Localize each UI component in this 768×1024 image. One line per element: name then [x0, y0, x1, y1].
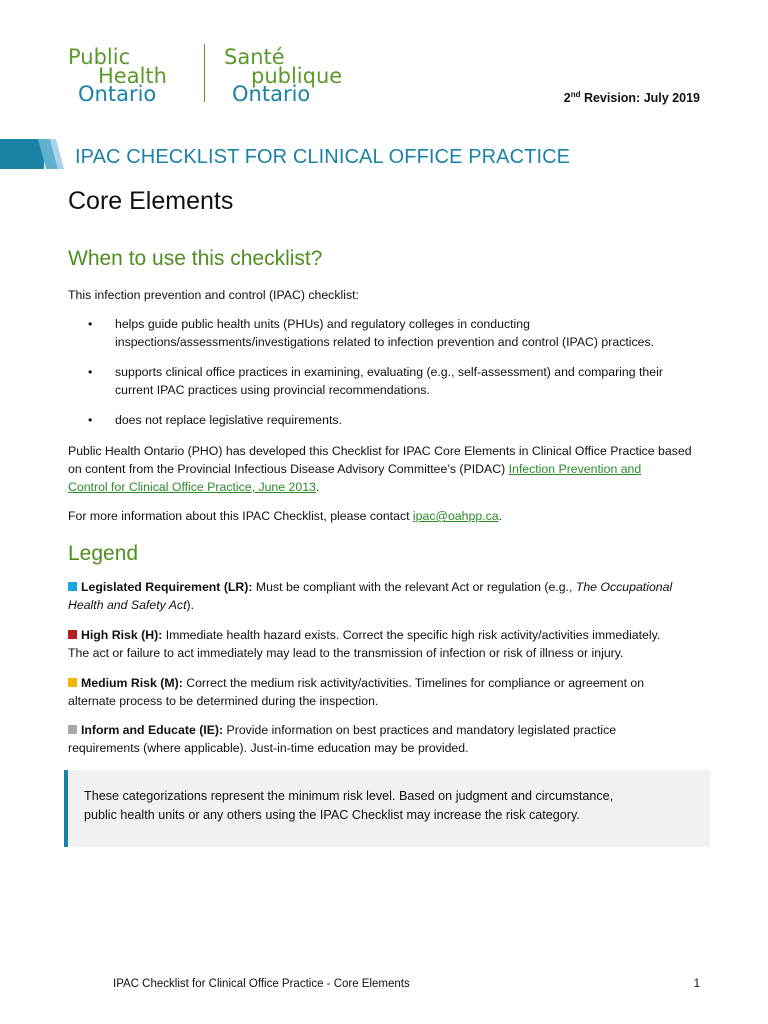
legend-text: Immediate health hazard exists. Correct the specific high risk activity/activities immediately. — [162, 628, 661, 642]
logo-fr-sante: Santé — [224, 45, 285, 69]
bullet-line: current IPAC practices using provincial recommendations. — [115, 383, 430, 397]
bullet-line: does not replace legislative requirements. — [115, 413, 342, 427]
medium-risk-square-icon — [68, 678, 77, 687]
legend-heading: Legend — [68, 542, 139, 565]
pho-line: Public Health Ontario (PHO) has developed this Checklist for IPAC Core Elements in Clinical Office Practice based — [68, 444, 692, 458]
pidac-link[interactable]: Infection Prevention and — [508, 462, 642, 476]
logo-fr-ontario: Ontario — [232, 82, 311, 106]
legend-italic: Health and Safety Act — [68, 598, 187, 612]
legend-text: Correct the medium risk activity/activities. Timelines for compliance or agreement on — [182, 676, 645, 690]
legend-label: Legislated Requirement (LR): — [81, 580, 253, 594]
legend-label: Inform and Educate (IE): — [81, 723, 224, 737]
callout-accent-bar — [64, 770, 68, 847]
callout-line: These categorizations represent the minimum risk level. Based on judgment and circumstance, — [84, 789, 614, 803]
bullet-line: helps guide public health units (PHUs) and regulatory colleges in conducting — [115, 317, 530, 331]
legend-text: The act or failure to act immediately may lead to the transmission of infection or risk of illness or injury. — [68, 646, 624, 660]
contact-text: . — [498, 509, 502, 523]
legend-text: requirements (where applicable). Just-in-time education may be provided. — [68, 741, 469, 755]
revision-date — [564, 90, 700, 105]
logo-fr-publique: publique — [251, 64, 343, 88]
ie-square-icon — [68, 725, 77, 734]
revision-number: 2 — [563, 91, 571, 106]
legend-text: Must be compliant with the relevant Act or regulation (e.g., — [252, 580, 576, 594]
risk-callout — [64, 770, 710, 847]
legend-label: Medium Risk (M): — [81, 676, 183, 690]
callout-line: public health units or any others using the IPAC Checklist may increase the risk category. — [84, 808, 580, 822]
revision-text: Revision: July 2019 — [580, 91, 700, 106]
legend-italic: The Occupational — [575, 580, 673, 594]
page-title: Core Elements — [68, 187, 234, 215]
when-heading: When to use this checklist? — [68, 247, 323, 270]
legend-item-ie — [68, 721, 708, 757]
contact-text: For more information about this IPAC Checklist, please contact — [68, 509, 413, 523]
pho-line: . — [315, 480, 320, 494]
legend-text: ). — [186, 598, 194, 612]
lr-square-icon — [68, 582, 77, 591]
checklist-title: IPAC CHECKLIST FOR CLINICAL OFFICE PRACTICE — [75, 146, 571, 168]
pho-paragraph — [68, 442, 718, 496]
legend-item-high — [68, 626, 708, 662]
intro-text: This infection prevention and control (IPAC) checklist: — [68, 288, 359, 302]
bullet-line: inspections/assessments/investigations related to infection prevention and control (IPAC) practices. — [115, 335, 655, 349]
pidac-link-cont[interactable]: Control for Clinical Office Practice, June 2013 — [68, 480, 316, 494]
high-risk-square-icon — [68, 630, 77, 639]
logo-en-health: Health — [98, 64, 167, 88]
pho-line: on content from the Provincial Infectious Disease Advisory Committee’s (PIDAC) — [68, 462, 509, 476]
bullet-dot: • — [88, 365, 93, 379]
bullet-line: supports clinical office practices in examining, evaluating (e.g., self-assessment) and comparing their — [115, 365, 663, 379]
legend-text: alternate process to be determined during the inspection. — [68, 694, 379, 708]
logo-divider — [204, 44, 205, 102]
logo-en-ontario: Ontario — [78, 82, 157, 106]
footer-title: IPAC Checklist for Clinical Office Practice - Core Elements — [113, 978, 410, 990]
logo-en-public: Public — [68, 45, 131, 69]
banner-stripes — [0, 139, 64, 169]
page-number: 1 — [693, 978, 700, 990]
contact-paragraph — [68, 507, 718, 525]
revision-suffix: nd — [570, 90, 581, 99]
legend-item-medium — [68, 674, 708, 710]
email-link[interactable]: ipac@oahpp.ca — [412, 509, 499, 523]
legend-text: Provide information on best practices and mandatory legislated practice — [223, 723, 617, 737]
legend-item-lr — [68, 578, 708, 614]
bullet-dot: • — [88, 317, 93, 331]
bullet-dot: • — [88, 413, 93, 427]
legend-label: High Risk (H): — [81, 628, 163, 642]
